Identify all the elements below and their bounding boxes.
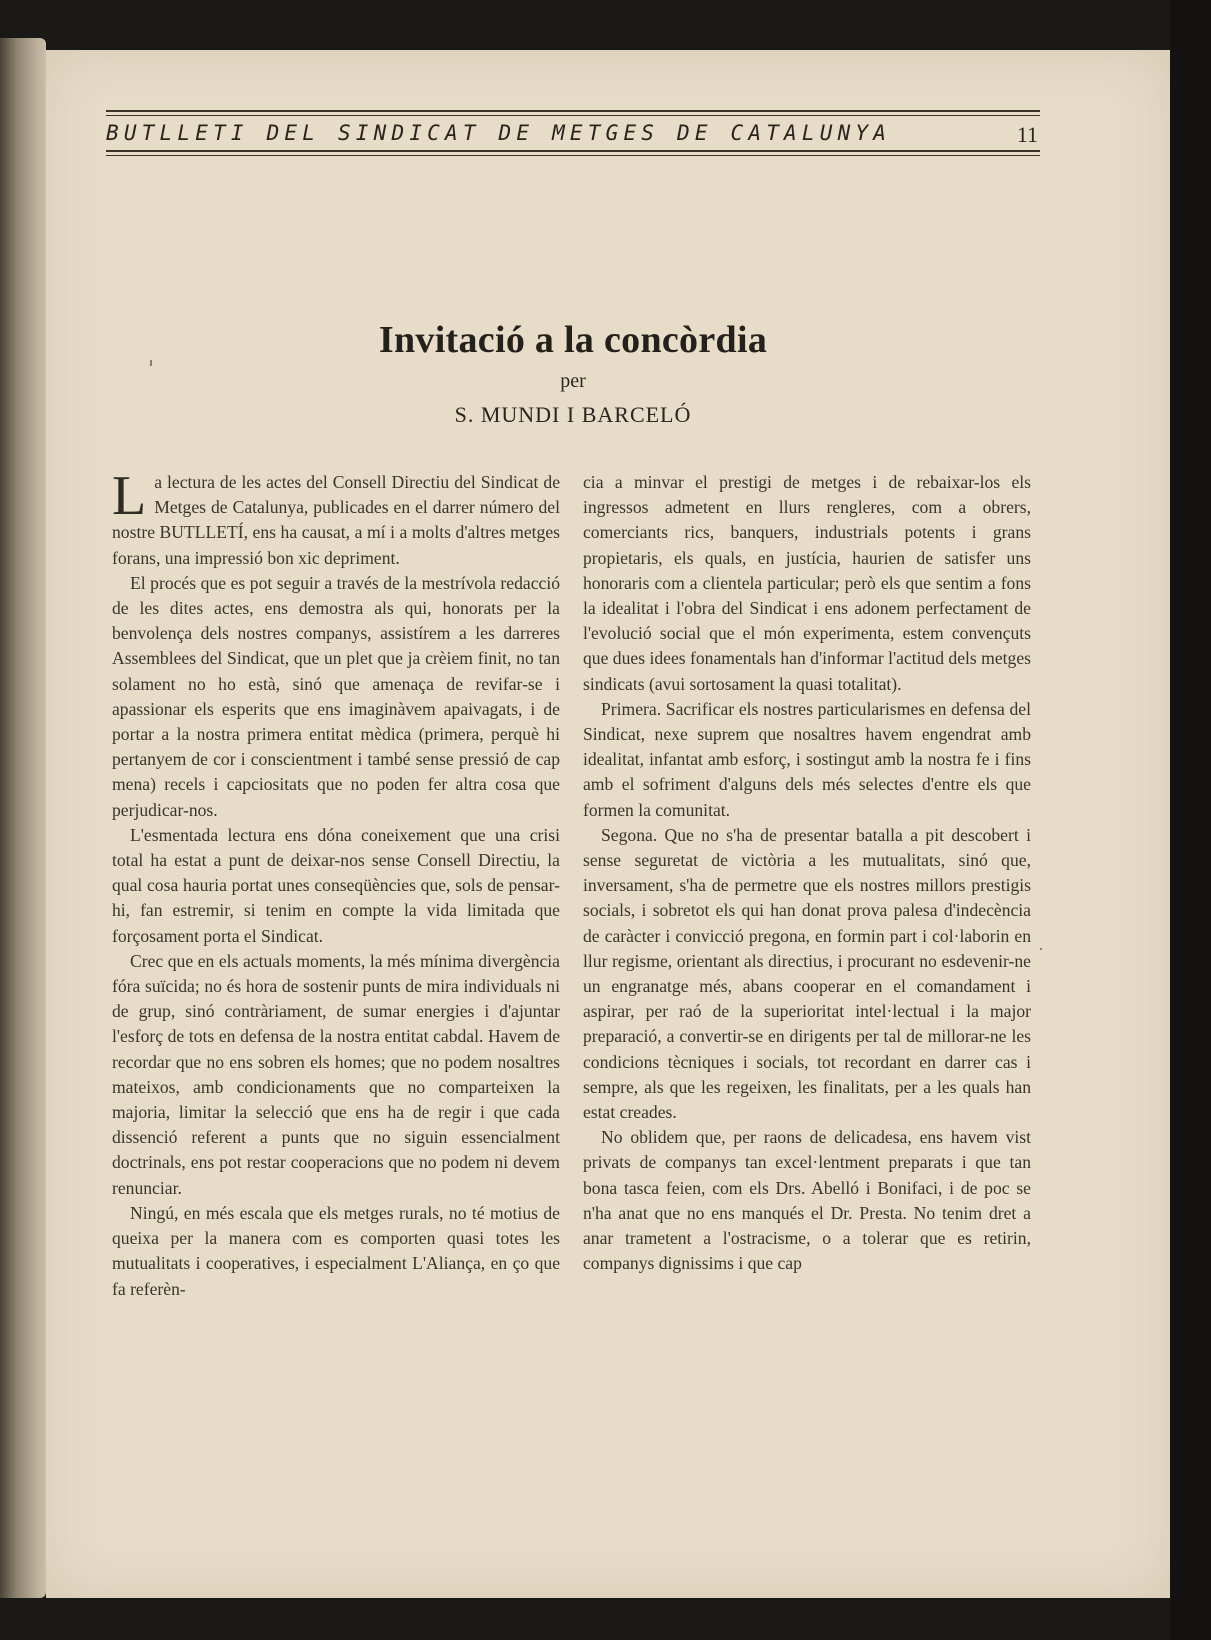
speck <box>150 360 152 366</box>
article-byline: per <box>560 370 586 392</box>
paragraph-1-text: a lectura de les actes del Consell Directiu del Sindicat de Metges de Catalunya, publicades en el darrer número del nostre BUTLLETÍ, ens ha causat, a mí i a molts d'altres metges forans, una impressió bon xic depriment. <box>112 472 560 568</box>
left-column <box>112 465 560 1302</box>
paragraph-6: cia a minvar el prestigi de metges i de rebaixar-los els ingressos admetent en llurs rengleres, com a obrers, comerciants rics, banquers, industrials potents i grans propietaris, els quals, en justícia, haurien de satisfer uns honoraris com a clientela particular; però els que sentim a fons la idealitat i l'obra del Sindicat i ens adonem perfectament de l'evolució social que el món experimenta, estem convençuts que dues idees fonamentals han d'informar l'actitud dels metges sindicats (avui sortosament la quasi totalitat). <box>583 472 1032 694</box>
paragraph-9: No oblidem que, per raons de delicadesa, ens havem vist privats de companys tan excel·lentment preparats i que tan bona tasca feien, com els Drs. Abelló i Bonifaci, i de poc se n'ha anat que no ens manqués el Dr. Presta. No tenim dret a anar trametent a l'ostracisme, o a tolerar que es retirin, companys dignissims i que cap <box>583 1127 1031 1274</box>
header-rule-bottom-thin <box>106 155 1040 156</box>
scan-border <box>1170 0 1211 1640</box>
paragraph-3: L'esmentada lectura ens dóna coneixement que una crisi total ha estat a punt de deixar-nos sense Consell Directiu, la qual cosa hauria portat unes conseqüències que, sols de pensar-hi, fan estremir, si tenim en compte la vida limitada que forçosament porta el Sindicat. <box>112 824 560 946</box>
right-column <box>583 470 1031 1277</box>
paragraph-5: Ningú, en més escala que els metges rurals, no té motius de queixa per la manera com es comporten quasi totes les mutualitats i cooperatives, i especialment L'Aliança, en ço que fa referèn- <box>112 1202 560 1299</box>
header-rule-top-thin <box>106 115 1040 116</box>
page-number: 11 <box>1016 122 1038 147</box>
article-author: S. MUNDI I BARCELÓ <box>454 402 692 427</box>
speck <box>1040 948 1042 950</box>
journal-title: BUTLLETI DEL SINDICAT DE METGES DE CATALUNYA <box>106 121 892 145</box>
drop-cap: L <box>112 465 147 527</box>
header-rule-top <box>106 110 1040 112</box>
paragraph-1 <box>112 465 560 571</box>
article-title: Invitació a la concòrdia <box>378 319 768 361</box>
facing-page-edge <box>0 38 46 1598</box>
running-head <box>106 110 1040 160</box>
paragraph-8: Segona. Que no s'ha de presentar batalla a pit descobert i sense seguretat de victòria a les mutualitats, sinó que, inversament, s'ha de permetre que els nostres millors prestigis socials, i sobretot els qui han donat prova palesa d'indecència de caràcter i convicció pregona, en formin part i col·laborin en llur regisme, orientant als directius, i procurant no esdevenir-ne un engranatge més, abans cooperar en el comandament i aspirar, per raó de la superioritat intel·lectual i la major preparació, a convertir-se en dirigents per tal de millorar-ne les condicions tècniques i socials, tot recordant en darrer cas i sempre, als que les regeixen, les finalitats, per a les quals han estat creades. <box>583 824 1031 1123</box>
paragraph-7: Primera. Sacrificar els nostres particularismes en defensa del Sindicat, nexe suprem que nosaltres havem engendrat amb idealitat, infantat amb esforç, i sostingut amb la nostra fe i fins amb el sofriment d'alguns dels més selectes d'entre els que formen la comunitat. <box>583 698 1031 820</box>
paragraph-4: Crec que en els actuals moments, la més mínima divergència fóra suïcida; no és hora de sostenir punts de mira individuals ni de grup, sinó contràriament, de sumar energies i d'ajuntar l'esforç de tots en defensa de la nostra entitat cabdal. Havem de recordar que no ens sobren els homes; que no podem nosaltres mateixos, amb condicionaments que no comparteixen la majoria, limitar la selecció que ens ha de regir i que cada dissenció referent a punts que no siguin essencialment doctrinals, ens pot restar cooperacions que no podem ni devem renunciar. <box>112 950 560 1198</box>
paragraph-2: El procés que es pot seguir a través de la mestrívola redacció de les dites actes, ens demostra als qui, honorats per la benvolença dels nostres companys, assistírem a les darreres Assemblees del Sindicat, que un plet que ja crèiem finit, no tan solament no ho està, sinó que amenaça de revifar-se i apassionar els esperits que ens imaginàvem apaivagats, i de portar a la nostra primera entitat mèdica (primera, perquè hi pertanyem de cor i conscientment i també sense pressió de cap mena) recels i capciositats que no poden fer altra cosa que perjudicar-nos. <box>112 572 560 820</box>
header-rule-bottom <box>106 150 1040 152</box>
